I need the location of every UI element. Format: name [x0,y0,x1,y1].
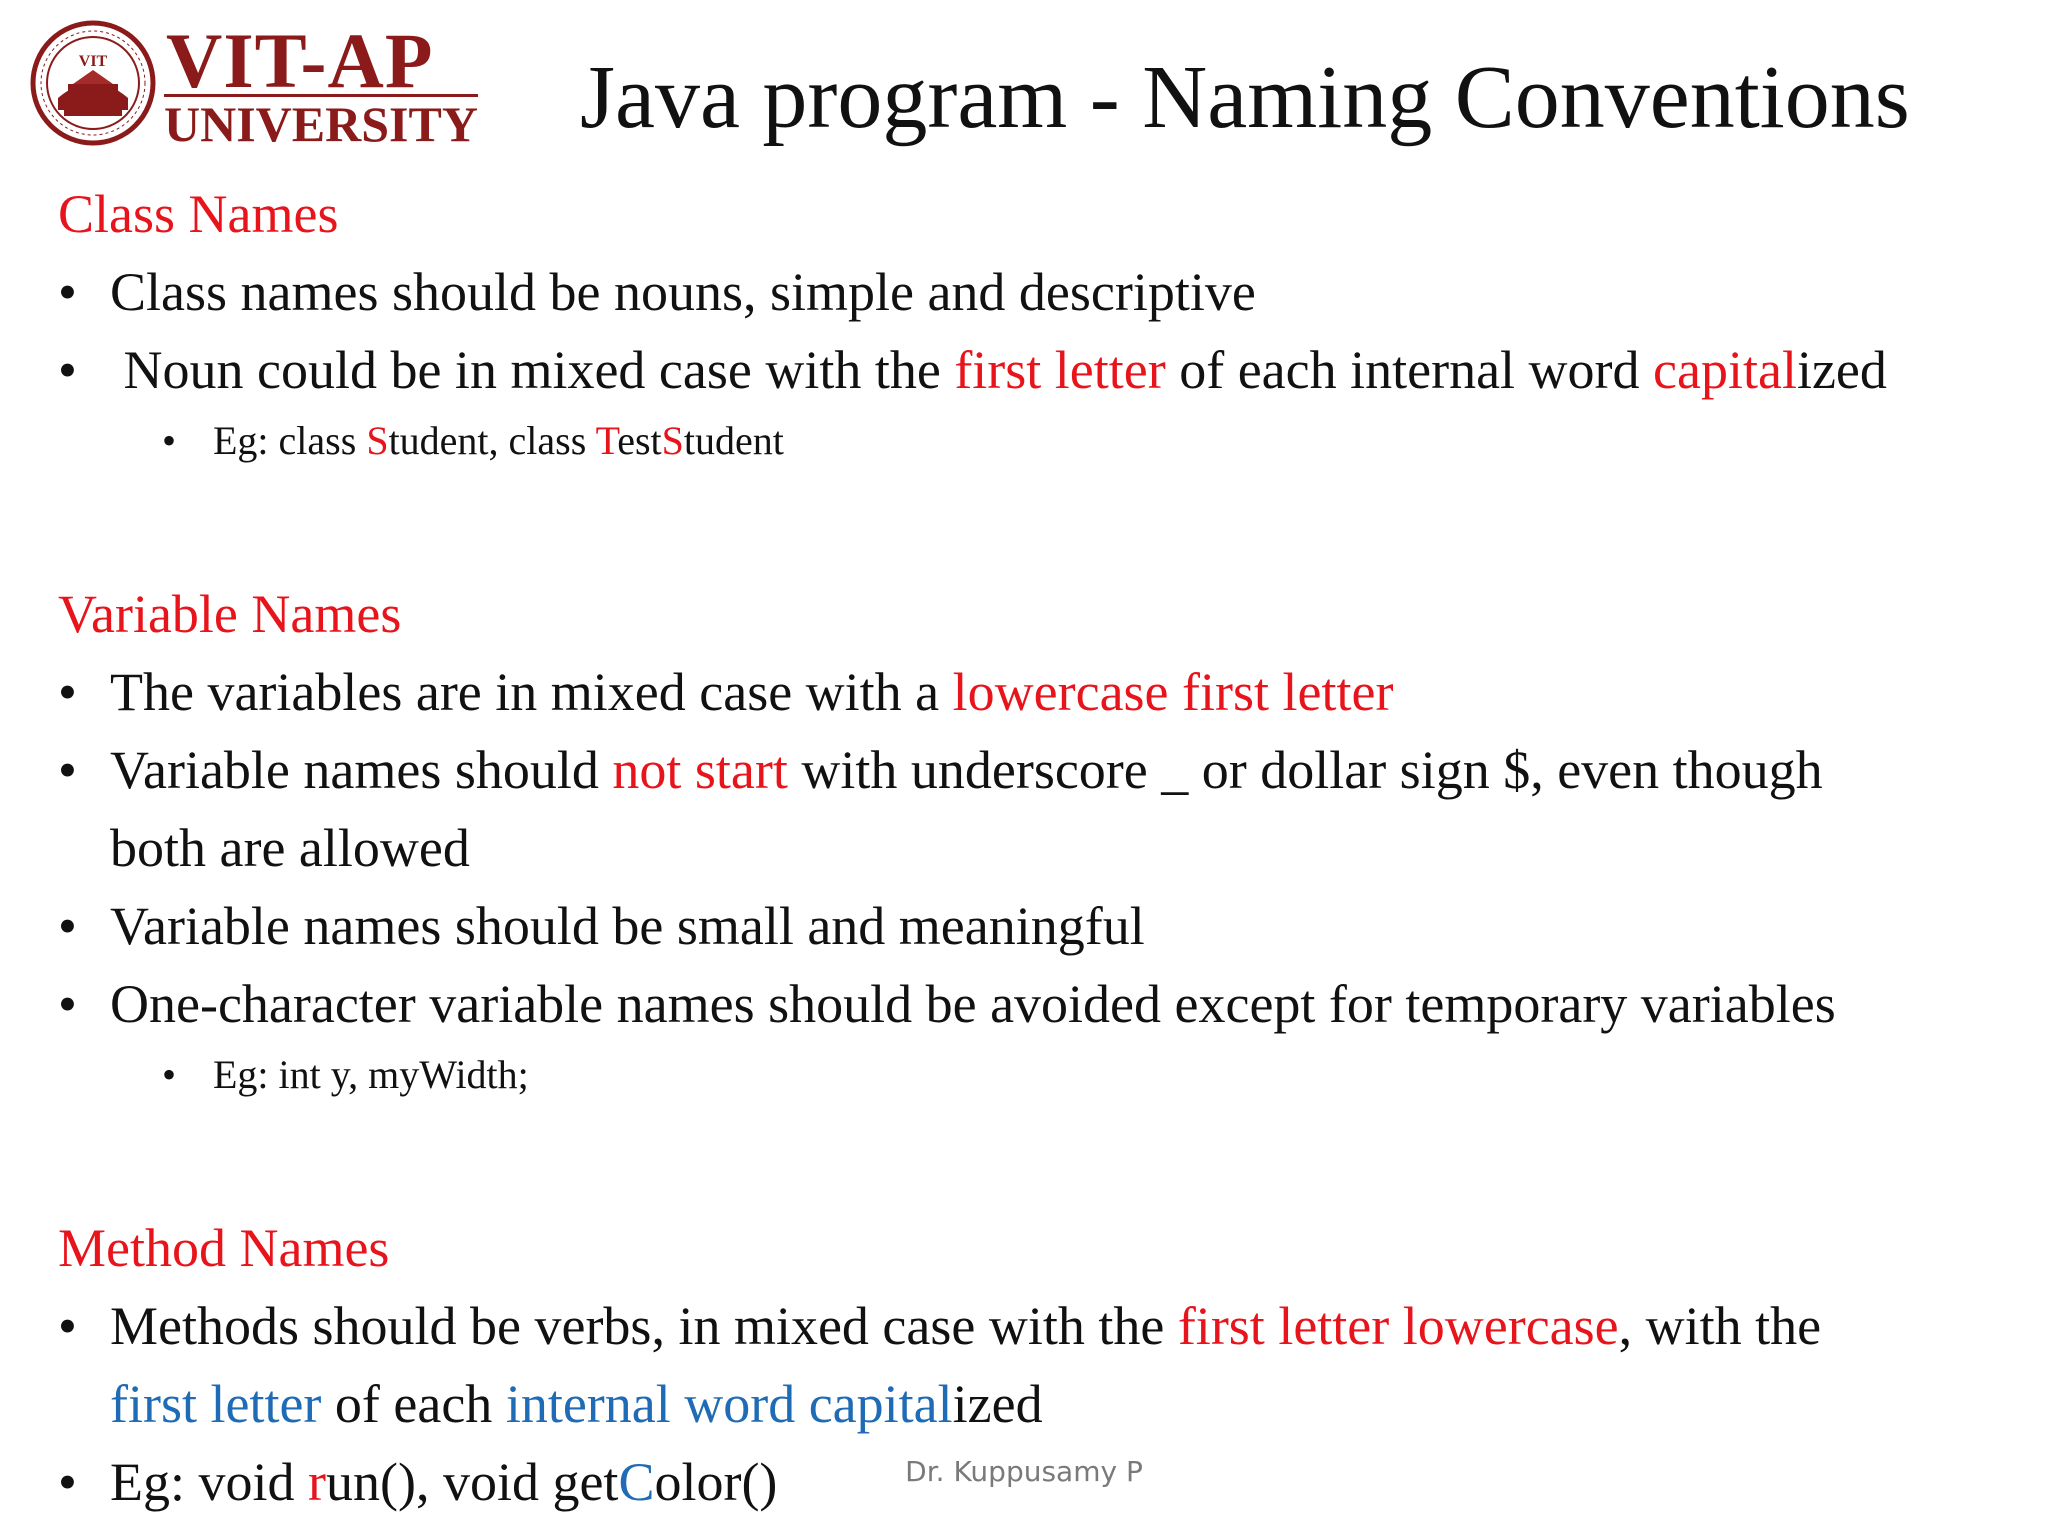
text-segment: with underscore _ or dollar sign $, even though [787,740,1823,800]
bullet-icon: • [58,1296,77,1356]
variable-example [58,1043,2018,1107]
highlight-text: S [661,418,684,463]
text-segment: One-character variable names should be avoided except for temporary variables [110,974,1836,1034]
highlight-text-blue: C [618,1452,655,1512]
bullet-icon: • [58,1452,77,1512]
text-segment: Noun could be in mixed case with the [110,340,955,400]
university-logo [28,17,478,152]
variable-bullet-3 [58,887,2018,965]
class-example [58,409,2018,473]
bullet-icon: • [162,418,177,463]
method-bullet-1 [58,1287,2018,1365]
text-segment: Methods should be verbs, in mixed case with the [110,1296,1178,1356]
text-segment: of each [321,1374,506,1434]
bullet-icon: • [58,974,77,1034]
bullet-icon: • [58,340,77,400]
text-segment: of each internal word [1165,340,1654,400]
bullet-icon: • [58,662,77,722]
class-names-heading: Class Names [58,184,339,244]
text-segment: olor() [654,1452,778,1512]
method-names-heading: Method Names [58,1218,390,1278]
logo-name: VIT-AP [166,17,434,104]
highlight-text-blue: first letter [110,1374,322,1434]
highlight-text: first letter [954,340,1166,400]
text-segment: tudent, class [388,418,596,463]
university-seal-icon [28,18,158,148]
logo-subtitle: UNIVERSITY [164,96,478,152]
highlight-text: capital [1653,340,1797,400]
text-segment: , with the [1618,1296,1822,1356]
class-bullet-1 [58,253,2018,331]
highlight-text: r [308,1452,326,1512]
variable-bullet-2-continued [58,809,2018,887]
variable-names-heading: Variable Names [58,584,402,644]
variable-bullet-4 [58,965,2018,1043]
variable-bullet-2 [58,731,2018,809]
variable-bullet-1 [58,653,2018,731]
text-segment: un(), void get [325,1452,619,1512]
class-bullet-2 [58,331,2018,409]
highlight-text: T [595,418,618,463]
text-segment: Variable names should be small and meaningful [110,896,1145,956]
text-segment: both are allowed [110,818,470,878]
highlight-text: lowercase first letter [952,662,1394,722]
spacer [58,473,2018,575]
text-segment: ized [952,1374,1043,1434]
bullet-icon: • [58,740,77,800]
text-segment: tudent [683,418,784,463]
text-segment: est [617,418,662,463]
slide-title: Java program - Naming Conventions [580,48,1910,147]
text-segment: Variable names should [110,740,613,800]
highlight-text: first letter lowercase [1177,1296,1619,1356]
class-bullet-1-text: Class names should be nouns, simple and descriptive [110,262,1256,322]
bullet-icon: • [58,896,77,956]
bullet-icon: • [162,1052,177,1097]
bullet-icon: • [58,262,77,322]
seal-text: VIT [78,53,108,70]
method-bullet-1-continued [58,1365,2018,1443]
slide-content [58,175,2018,1521]
highlight-text: not start [612,740,788,800]
text-segment: Eg: class [213,418,367,463]
highlight-text-blue: internal word capital [505,1374,953,1434]
footer-author: Dr. Kuppusamy P [905,1455,1143,1488]
text-segment: Eg: void [110,1452,308,1512]
highlight-text: S [366,418,389,463]
text-segment: The variables are in mixed case with a [110,662,953,722]
spacer [58,1107,2018,1209]
text-segment: Eg: int y, myWidth; [213,1052,529,1097]
text-segment: ized [1796,340,1887,400]
